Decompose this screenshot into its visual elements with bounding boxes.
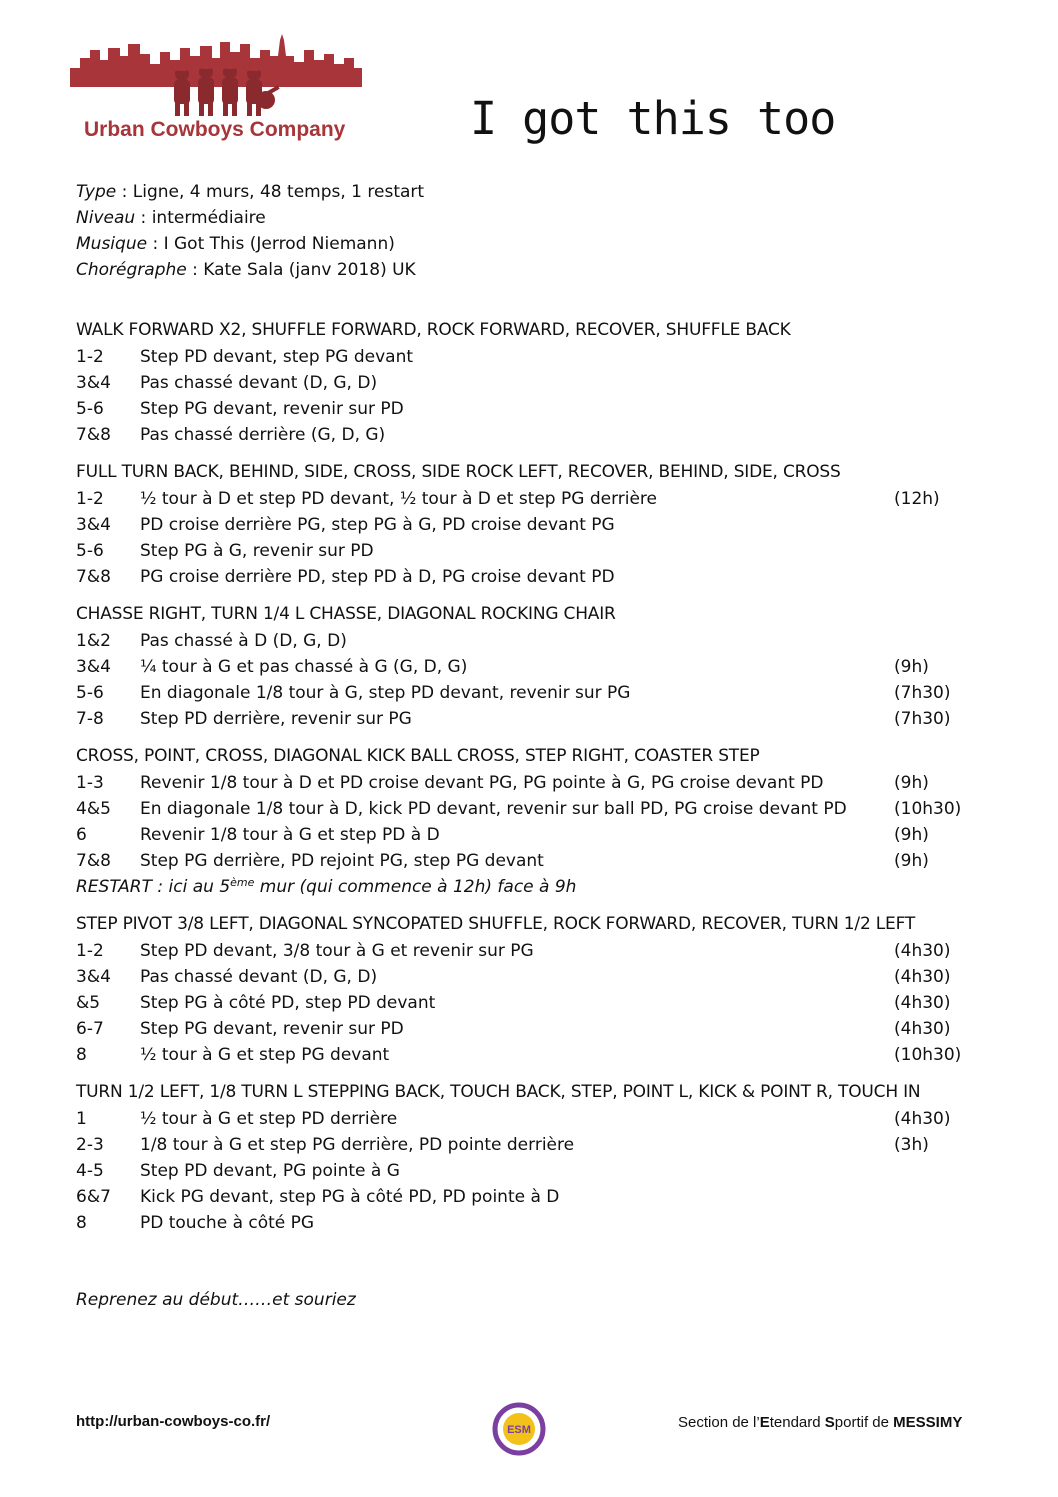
step-description: Step PG à G, revenir sur PD <box>140 541 374 561</box>
step-row <box>76 848 976 874</box>
step-description: 1/8 tour à G et step PG derrière, PD pointe derrière <box>140 1135 575 1155</box>
step-row <box>76 344 976 370</box>
step-count: 4-5 <box>76 1161 104 1181</box>
step-row <box>76 680 976 706</box>
club-name-segment: Section de l’ <box>678 1414 760 1431</box>
step-count: 5-6 <box>76 399 104 419</box>
step-row <box>76 990 976 1016</box>
step-description: En diagonale 1/8 tour à D, kick PD devant, revenir sur ball PD, PG croise devant PD <box>140 799 847 819</box>
step-count: 3&4 <box>76 515 111 535</box>
step-count: 1-2 <box>76 489 104 509</box>
company-name: Urban Cowboys Company <box>84 118 346 141</box>
info-label: Niveau <box>76 208 136 228</box>
step-direction: (9h) <box>894 851 929 871</box>
step-direction: (7h30) <box>894 709 951 729</box>
step-description: PD touche à côté PG <box>140 1213 315 1233</box>
step-direction: (3h) <box>894 1135 929 1155</box>
city-skyline-cowboys-icon <box>70 34 366 118</box>
step-row <box>76 1132 976 1158</box>
step-row <box>76 564 976 590</box>
step-description: Kick PG devant, step PG à côté PD, PD pointe à D <box>140 1187 560 1207</box>
step-description: Revenir 1/8 tour à D et PD croise devant PG, PG pointe à G, PG croise devant PD <box>140 773 824 793</box>
club-name-segment: E <box>759 1414 770 1431</box>
step-direction: (9h) <box>894 773 929 793</box>
restart-note <box>76 874 976 900</box>
step-row <box>76 964 976 990</box>
club-name-segment: portif de <box>834 1414 894 1431</box>
step-row <box>76 628 976 654</box>
step-description: Step PG devant, revenir sur PD <box>140 399 404 419</box>
step-section <box>76 317 976 448</box>
step-count: 1&2 <box>76 631 111 651</box>
step-description: Pas chassé à D (D, G, D) <box>140 631 347 651</box>
step-direction: (4h30) <box>894 993 951 1013</box>
info-label: Chorégraphe <box>76 260 187 280</box>
step-direction: (4h30) <box>894 1019 951 1039</box>
step-description: Pas chassé derrière (G, D, G) <box>140 425 386 445</box>
info-value: : Ligne, 4 murs, 48 temps, 1 restart <box>116 182 425 202</box>
info-value: : I Got This (Jerrod Niemann) <box>147 234 395 254</box>
company-logo <box>70 34 366 146</box>
step-count: &5 <box>76 993 101 1013</box>
step-count: 1-3 <box>76 773 104 793</box>
step-description: Step PG derrière, PD rejoint PG, step PG devant <box>140 851 544 871</box>
step-section <box>76 601 976 732</box>
club-section-name <box>678 1414 962 1431</box>
step-sheet <box>76 317 976 1247</box>
esm-label: ESM <box>507 1424 531 1436</box>
step-count: 6-7 <box>76 1019 104 1039</box>
step-row <box>76 422 976 448</box>
step-section <box>76 911 976 1068</box>
step-count: 1-2 <box>76 941 104 961</box>
section-title: TURN 1/2 LEFT, 1/8 TURN L STEPPING BACK, TOUCH BACK, STEP, POINT L, KICK & POINT R, TOUCH IN <box>76 1082 921 1102</box>
section-title: WALK FORWARD X2, SHUFFLE FORWARD, ROCK FORWARD, RECOVER, SHUFFLE BACK <box>76 320 791 340</box>
step-direction: (12h) <box>894 489 940 509</box>
step-count: 7&8 <box>76 425 111 445</box>
step-count: 7&8 <box>76 851 111 871</box>
step-row <box>76 1106 976 1132</box>
step-description: Step PG devant, revenir sur PD <box>140 1019 404 1039</box>
step-row <box>76 512 976 538</box>
step-direction: (9h) <box>894 825 929 845</box>
step-row <box>76 370 976 396</box>
closing-note: Reprenez au début……et souriez <box>76 1290 356 1310</box>
step-row <box>76 1158 976 1184</box>
step-description: Step PD devant, 3/8 tour à G et revenir sur PG <box>140 941 534 961</box>
step-row <box>76 822 976 848</box>
step-row <box>76 938 976 964</box>
section-title: FULL TURN BACK, BEHIND, SIDE, CROSS, SIDE ROCK LEFT, RECOVER, BEHIND, SIDE, CROSS <box>76 462 841 482</box>
step-row <box>76 1016 976 1042</box>
info-level <box>76 205 424 231</box>
step-count: 3&4 <box>76 967 111 987</box>
step-row <box>76 796 976 822</box>
section-title: CHASSE RIGHT, TURN 1/4 L CHASSE, DIAGONAL ROCKING CHAIR <box>76 604 616 624</box>
step-description: Pas chassé devant (D, G, D) <box>140 373 378 393</box>
step-description: ½ tour à G et step PG devant <box>140 1045 390 1065</box>
esm-logo <box>492 1402 546 1456</box>
info-label: Type <box>76 182 117 202</box>
step-description: ¼ tour à G et pas chassé à G (G, D, G) <box>140 657 468 677</box>
dance-title: I got this too <box>470 92 836 145</box>
step-count: 3&4 <box>76 373 111 393</box>
step-description: Step PD derrière, revenir sur PG <box>140 709 412 729</box>
step-direction: (9h) <box>894 657 929 677</box>
step-description: Step PD devant, PG pointe à G <box>140 1161 400 1181</box>
info-type <box>76 179 424 205</box>
step-section <box>76 1079 976 1236</box>
step-description: PG croise derrière PD, step PD à D, PG croise devant PD <box>140 567 615 587</box>
restart-note-superscript: ème <box>230 876 255 889</box>
step-description: Step PG à côté PD, step PD devant <box>140 993 436 1013</box>
club-name-segment: tendard <box>769 1414 825 1431</box>
step-count: 8 <box>76 1213 87 1233</box>
step-count: 4&5 <box>76 799 111 819</box>
step-count: 6&7 <box>76 1187 111 1207</box>
step-count: 1 <box>76 1109 87 1129</box>
info-value: : Kate Sala (janv 2018) UK <box>186 260 416 280</box>
step-row <box>76 1210 976 1236</box>
step-row <box>76 1184 976 1210</box>
section-title: CROSS, POINT, CROSS, DIAGONAL KICK BALL CROSS, STEP RIGHT, COASTER STEP <box>76 746 760 766</box>
club-name-segment: MESSIMY <box>893 1414 963 1431</box>
step-direction: (7h30) <box>894 683 951 703</box>
step-description: ½ tour à D et step PD devant, ½ tour à D et step PG derrière <box>140 489 658 509</box>
step-section <box>76 743 976 900</box>
step-row <box>76 654 976 680</box>
step-count: 5-6 <box>76 541 104 561</box>
restart-note-text: RESTART : ici au 5 <box>76 877 231 897</box>
step-description: En diagonale 1/8 tour à G, step PD devant, revenir sur PG <box>140 683 631 703</box>
step-count: 1-2 <box>76 347 104 367</box>
step-count: 2-3 <box>76 1135 104 1155</box>
step-section <box>76 459 976 590</box>
info-music <box>76 231 424 257</box>
step-direction: (10h30) <box>894 799 962 819</box>
step-count: 8 <box>76 1045 87 1065</box>
step-count: 7-8 <box>76 709 104 729</box>
step-row <box>76 486 976 512</box>
footer-url-link[interactable]: http://urban-cowboys-co.fr/ <box>76 1413 271 1430</box>
step-row <box>76 538 976 564</box>
info-choreographer <box>76 257 424 283</box>
info-value: : intermédiaire <box>135 208 266 228</box>
step-description: Step PD devant, step PG devant <box>140 347 414 367</box>
step-row <box>76 706 976 732</box>
step-count: 5-6 <box>76 683 104 703</box>
step-row <box>76 1042 976 1068</box>
step-description: ½ tour à G et step PD derrière <box>140 1109 398 1129</box>
step-row <box>76 396 976 422</box>
section-title: STEP PIVOT 3/8 LEFT, DIAGONAL SYNCOPATED SHUFFLE, ROCK FORWARD, RECOVER, TURN 1/2 LEFT <box>76 914 916 934</box>
step-description: PD croise derrière PG, step PG à G, PD croise devant PG <box>140 515 615 535</box>
step-direction: (10h30) <box>894 1045 962 1065</box>
step-count: 3&4 <box>76 657 111 677</box>
step-description: Revenir 1/8 tour à G et step PD à D <box>140 825 440 845</box>
step-direction: (4h30) <box>894 941 951 961</box>
step-count: 7&8 <box>76 567 111 587</box>
step-direction: (4h30) <box>894 967 951 987</box>
step-row <box>76 770 976 796</box>
step-direction: (4h30) <box>894 1109 951 1129</box>
restart-note-text: mur (qui commence à 12h) face à 9h <box>254 877 577 897</box>
step-count: 6 <box>76 825 87 845</box>
dance-info <box>76 179 424 283</box>
club-name-segment: S <box>824 1414 835 1431</box>
info-label: Musique <box>76 234 148 254</box>
step-description: Pas chassé devant (D, G, D) <box>140 967 378 987</box>
